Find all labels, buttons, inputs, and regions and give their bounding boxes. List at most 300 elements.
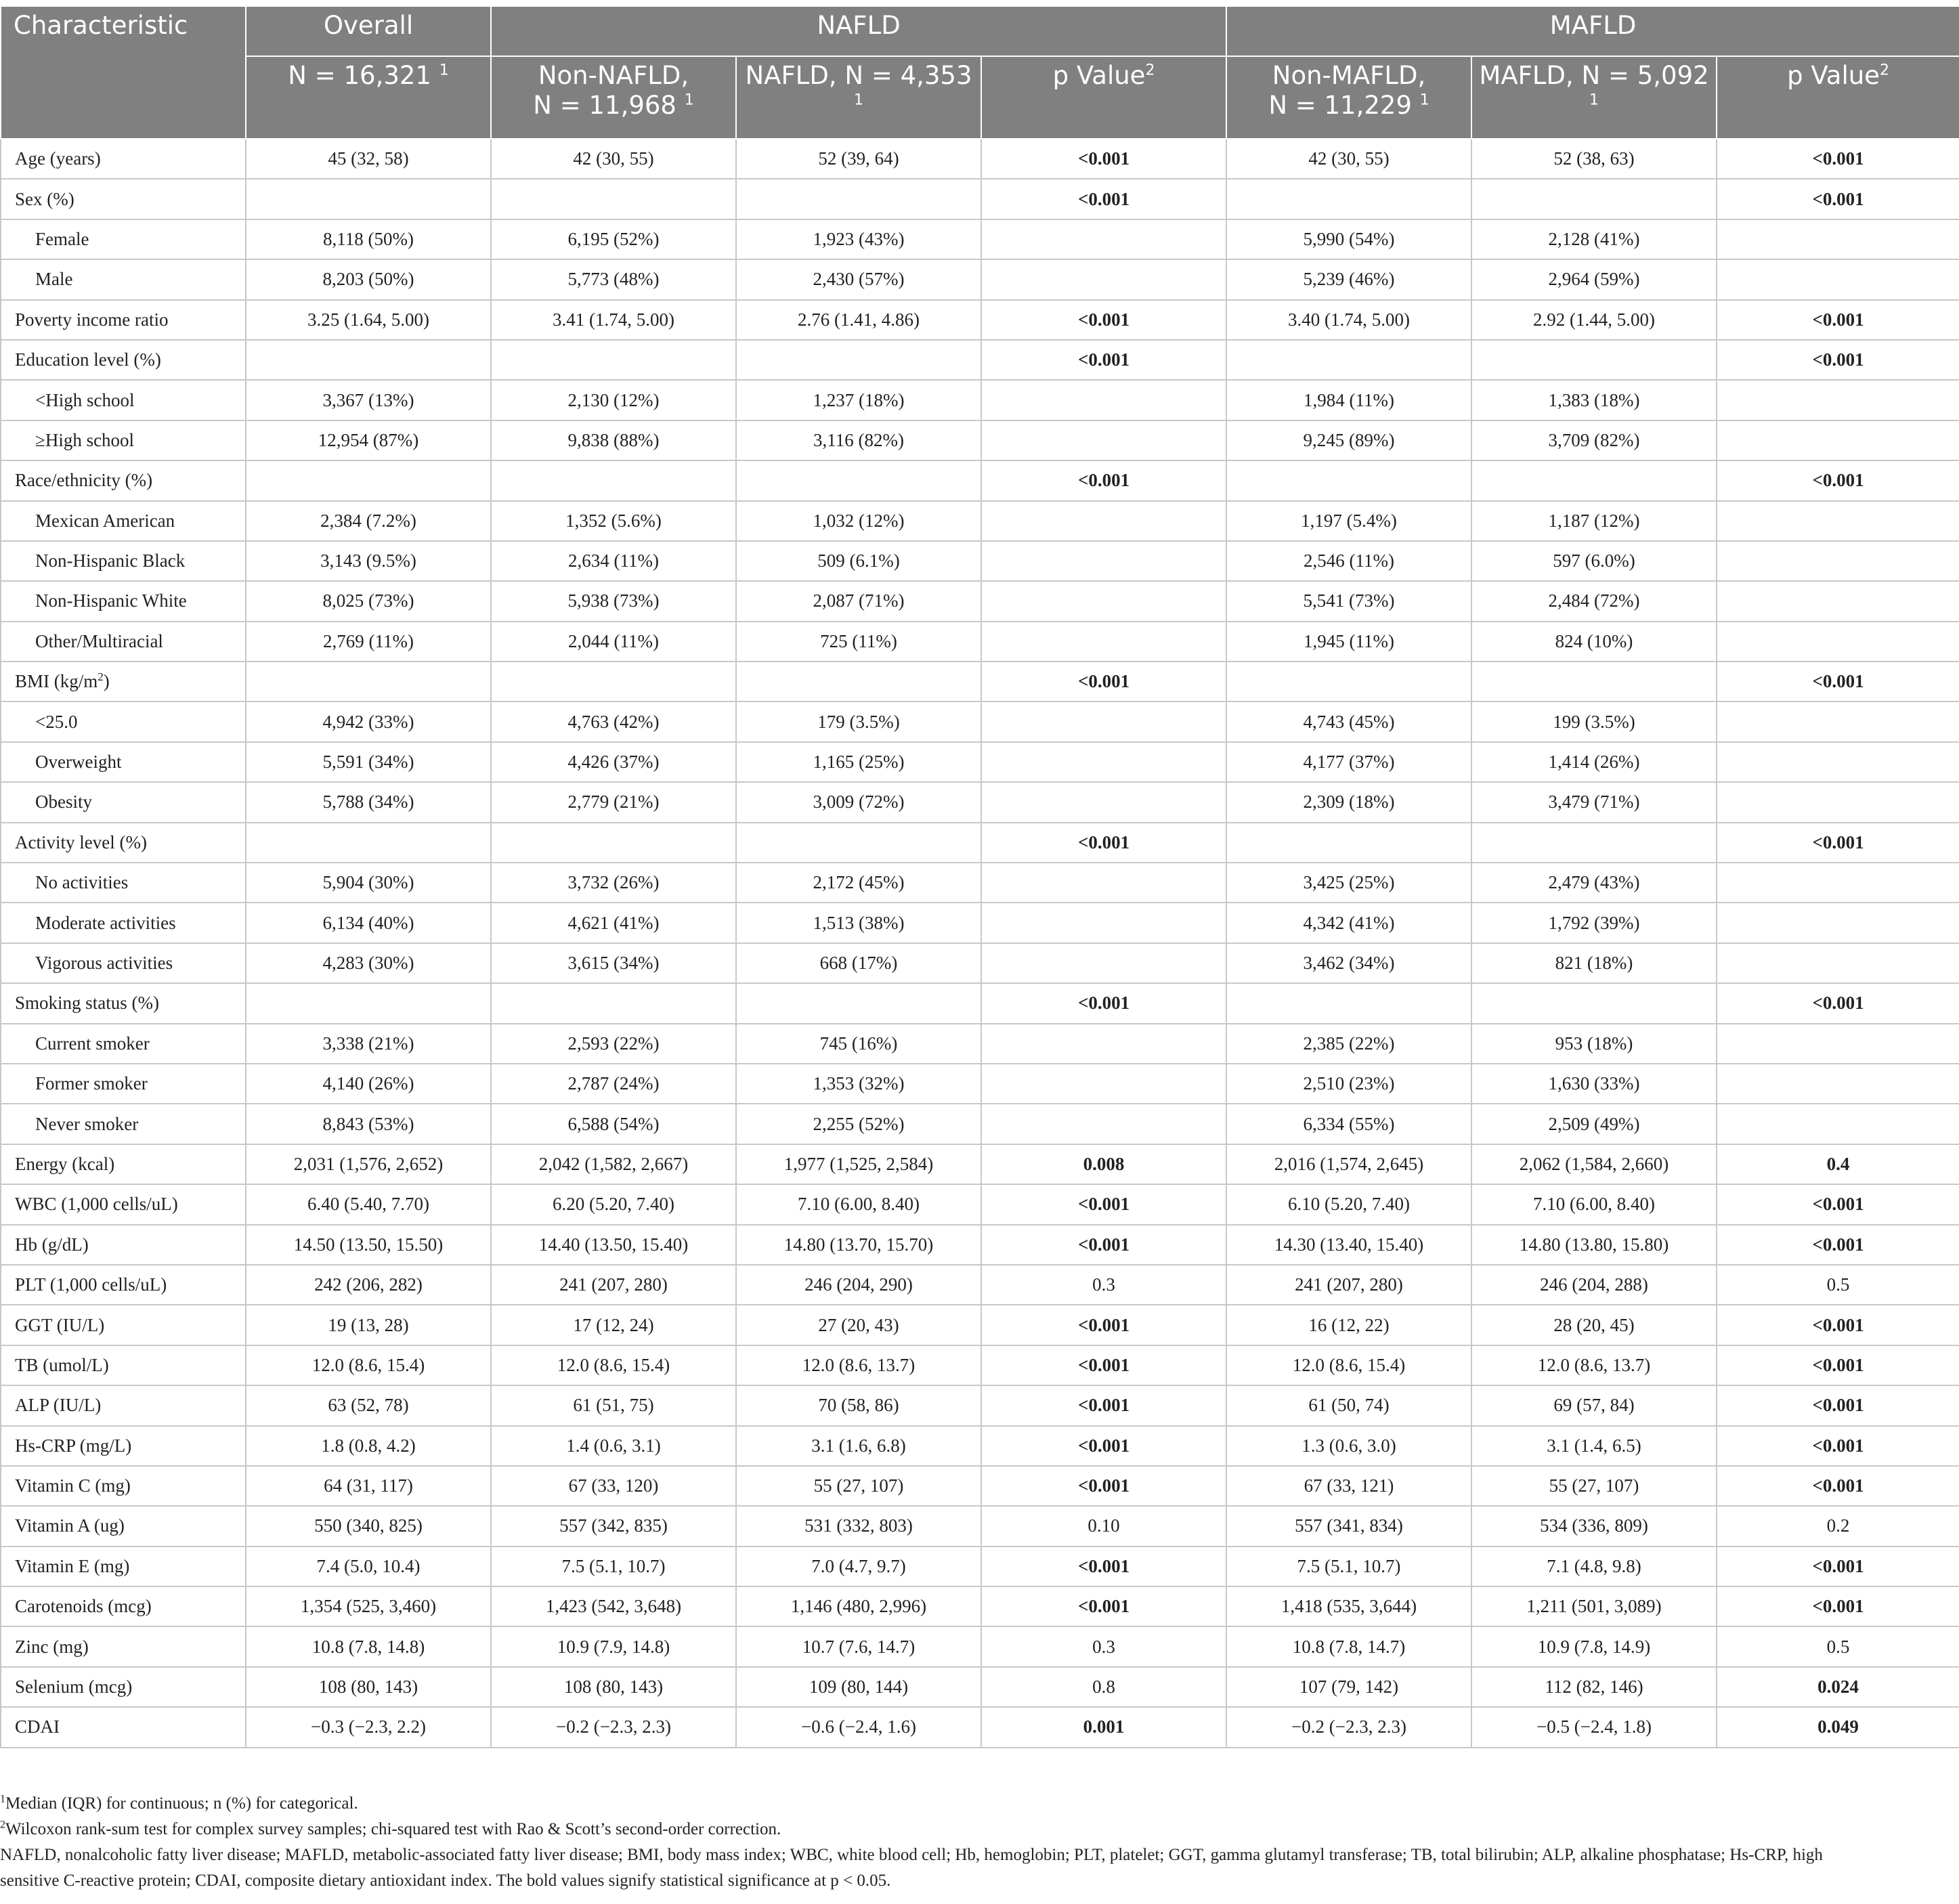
data-cell: 5,990 (54%)	[1226, 219, 1471, 259]
table-row	[1, 622, 1959, 662]
p-value-cell: <0.001	[981, 1586, 1226, 1626]
data-cell	[1471, 340, 1717, 380]
data-cell: 14.30 (13.40, 15.40)	[1226, 1225, 1471, 1265]
p-value-cell: <0.001	[981, 1426, 1226, 1466]
data-cell: 12.0 (8.6, 13.7)	[1471, 1345, 1717, 1385]
table-row	[1, 581, 1959, 621]
data-cell	[1226, 460, 1471, 500]
p-value-cell: <0.001	[981, 1184, 1226, 1224]
data-cell: 2,769 (11%)	[246, 622, 491, 662]
row-label: Sex (%)	[1, 179, 246, 219]
p-value-cell	[1717, 420, 1959, 460]
data-cell: 10.9 (7.8, 14.9)	[1471, 1626, 1717, 1666]
p-value-cell: 0.8	[981, 1667, 1226, 1707]
data-cell: 1.3 (0.6, 3.0)	[1226, 1426, 1471, 1466]
header-overall: Overall	[246, 6, 491, 56]
data-cell: 12.0 (8.6, 15.4)	[491, 1345, 736, 1385]
row-label: Hb (g/dL)	[1, 1225, 246, 1265]
data-cell: 4,942 (33%)	[246, 701, 491, 741]
table-row	[1, 501, 1959, 541]
data-cell	[246, 662, 491, 701]
data-cell: 6,588 (54%)	[491, 1104, 736, 1144]
p-value-cell	[1717, 1024, 1959, 1064]
table-row	[1, 1225, 1959, 1265]
p-value-cell: <0.001	[981, 1466, 1226, 1506]
data-cell	[736, 340, 981, 380]
data-cell: 6.20 (5.20, 7.40)	[491, 1184, 736, 1224]
data-cell: 70 (58, 86)	[736, 1385, 981, 1425]
table-row	[1, 1426, 1959, 1466]
data-cell: 52 (39, 64)	[736, 139, 981, 179]
data-cell: 2,031 (1,576, 2,652)	[246, 1144, 491, 1184]
data-cell: 3,338 (21%)	[246, 1024, 491, 1064]
data-cell: 6,134 (40%)	[246, 903, 491, 943]
data-cell	[246, 823, 491, 863]
p-value-cell: <0.001	[981, 1345, 1226, 1385]
data-cell: 8,118 (50%)	[246, 219, 491, 259]
data-cell: 246 (204, 290)	[736, 1265, 981, 1305]
data-cell: −0.3 (−2.3, 2.2)	[246, 1707, 491, 1747]
data-cell: 14.80 (13.80, 15.80)	[1471, 1225, 1717, 1265]
data-cell: 1,414 (26%)	[1471, 742, 1717, 782]
data-cell	[736, 179, 981, 219]
data-cell: 10.8 (7.8, 14.8)	[246, 1626, 491, 1666]
data-cell: 1,418 (535, 3,644)	[1226, 1586, 1471, 1626]
data-cell: 3.41 (1.74, 5.00)	[491, 300, 736, 340]
table-row	[1, 1667, 1959, 1707]
data-cell: 9,838 (88%)	[491, 420, 736, 460]
p-value-cell: 0.008	[981, 1144, 1226, 1184]
data-cell: 67 (33, 121)	[1226, 1466, 1471, 1506]
row-label: PLT (1,000 cells/uL)	[1, 1265, 246, 1305]
p-value-cell: <0.001	[981, 662, 1226, 701]
data-cell: 6.40 (5.40, 7.70)	[246, 1184, 491, 1224]
data-cell: 3,709 (82%)	[1471, 420, 1717, 460]
header-non-nafld: Non-NAFLD, N = 11,968 $^1$	[491, 56, 736, 139]
p-value-cell	[981, 259, 1226, 299]
row-label: Former smoker	[1, 1064, 246, 1104]
data-cell: 1,923 (43%)	[736, 219, 981, 259]
data-cell	[1471, 179, 1717, 219]
data-cell	[736, 460, 981, 500]
data-cell: 2,964 (59%)	[1471, 259, 1717, 299]
p-value-cell	[981, 380, 1226, 420]
p-value-cell: <0.001	[1717, 983, 1959, 1023]
data-cell: 1,353 (32%)	[736, 1064, 981, 1104]
data-cell: 19 (13, 28)	[246, 1305, 491, 1345]
p-value-cell	[981, 622, 1226, 662]
data-cell: 821 (18%)	[1471, 943, 1717, 983]
data-cell: 2,062 (1,584, 2,660)	[1471, 1144, 1717, 1184]
data-cell	[491, 460, 736, 500]
row-label: GGT (IU/L)	[1, 1305, 246, 1345]
data-cell: 10.7 (7.6, 14.7)	[736, 1626, 981, 1666]
data-cell: 4,177 (37%)	[1226, 742, 1471, 782]
header-characteristic: Characteristic	[1, 6, 246, 139]
data-cell: 3,615 (34%)	[491, 943, 736, 983]
p-value-cell	[981, 943, 1226, 983]
p-value-cell: <0.001	[1717, 1345, 1959, 1385]
data-cell: 42 (30, 55)	[1226, 139, 1471, 179]
row-label: Zinc (mg)	[1, 1626, 246, 1666]
data-cell: 8,203 (50%)	[246, 259, 491, 299]
row-label: Energy (kcal)	[1, 1144, 246, 1184]
table-row	[1, 1546, 1959, 1586]
row-label: Age (years)	[1, 139, 246, 179]
data-cell: 61 (50, 74)	[1226, 1385, 1471, 1425]
p-value-cell: 0.001	[981, 1707, 1226, 1747]
table-row	[1, 1506, 1959, 1546]
data-cell: 1,187 (12%)	[1471, 501, 1717, 541]
data-cell: 1,352 (5.6%)	[491, 501, 736, 541]
data-cell	[1226, 983, 1471, 1023]
footnote-2: $^2$Wilcoxon rank-sum test for complex survey samples; chi-squared test with Rao & Scott’s second-order correction.	[0, 1819, 781, 1838]
p-value-cell: <0.001	[1717, 1184, 1959, 1224]
data-cell: 1,383 (18%)	[1471, 380, 1717, 420]
data-cell: 2,255 (52%)	[736, 1104, 981, 1144]
data-cell	[491, 662, 736, 701]
data-cell	[736, 983, 981, 1023]
data-cell	[736, 823, 981, 863]
table-row	[1, 662, 1959, 701]
data-cell: 3.1 (1.6, 6.8)	[736, 1426, 981, 1466]
table-row	[1, 179, 1959, 219]
data-cell: 67 (33, 120)	[491, 1466, 736, 1506]
data-cell: 1,945 (11%)	[1226, 622, 1471, 662]
data-cell: 5,773 (48%)	[491, 259, 736, 299]
data-cell: 7.10 (6.00, 8.40)	[736, 1184, 981, 1224]
p-value-cell: 0.049	[1717, 1707, 1959, 1747]
data-cell: 3.40 (1.74, 5.00)	[1226, 300, 1471, 340]
row-label: Education level (%)	[1, 340, 246, 380]
row-label: <25.0	[1, 701, 246, 741]
table-row	[1, 1707, 1959, 1747]
data-cell: 531 (332, 803)	[736, 1506, 981, 1546]
data-cell: 4,763 (42%)	[491, 701, 736, 741]
data-cell: 112 (82, 146)	[1471, 1667, 1717, 1707]
data-cell: 1,977 (1,525, 2,584)	[736, 1144, 981, 1184]
p-value-cell: <0.001	[1717, 1586, 1959, 1626]
data-cell: 17 (12, 24)	[491, 1305, 736, 1345]
p-value-cell	[981, 219, 1226, 259]
data-cell: 725 (11%)	[736, 622, 981, 662]
data-cell	[491, 983, 736, 1023]
p-value-cell	[1717, 1104, 1959, 1144]
p-value-cell: <0.001	[981, 983, 1226, 1023]
data-cell: 1.4 (0.6, 3.1)	[491, 1426, 736, 1466]
data-cell: 2,384 (7.2%)	[246, 501, 491, 541]
row-label: Vitamin C (mg)	[1, 1466, 246, 1506]
data-cell: 108 (80, 143)	[246, 1667, 491, 1707]
data-cell: 2,430 (57%)	[736, 259, 981, 299]
data-cell: 64 (31, 117)	[246, 1466, 491, 1506]
data-cell: 6,334 (55%)	[1226, 1104, 1471, 1144]
row-label: Other/Multiracial	[1, 622, 246, 662]
data-cell: 2,087 (71%)	[736, 581, 981, 621]
table-row	[1, 1385, 1959, 1425]
p-value-cell: <0.001	[981, 460, 1226, 500]
row-label: Current smoker	[1, 1024, 246, 1064]
row-label: Never smoker	[1, 1104, 246, 1144]
data-cell: 3,116 (82%)	[736, 420, 981, 460]
p-value-cell	[981, 541, 1226, 581]
data-cell: 63 (52, 78)	[246, 1385, 491, 1425]
data-cell: 1,513 (38%)	[736, 903, 981, 943]
p-value-cell	[1717, 903, 1959, 943]
footnote-1: $^1$Median (IQR) for continuous; n (%) for categorical.	[0, 1793, 358, 1813]
data-cell: 1.8 (0.8, 4.2)	[246, 1426, 491, 1466]
p-value-cell: <0.001	[1717, 1546, 1959, 1586]
data-cell: 4,743 (45%)	[1226, 701, 1471, 741]
p-value-cell	[981, 1104, 1226, 1144]
header-non-mafld: Non-MAFLD, N = 11,229 $^1$	[1226, 56, 1471, 139]
data-cell: 3,367 (13%)	[246, 380, 491, 420]
table-row	[1, 1184, 1959, 1224]
p-value-cell	[1717, 581, 1959, 621]
data-cell: 12,954 (87%)	[246, 420, 491, 460]
p-value-cell: <0.001	[981, 1385, 1226, 1425]
data-cell: 557 (342, 835)	[491, 1506, 736, 1546]
header-nafld-group: NAFLD	[491, 6, 1226, 56]
data-cell: 5,938 (73%)	[491, 581, 736, 621]
data-cell: 5,904 (30%)	[246, 863, 491, 903]
row-label: CDAI	[1, 1707, 246, 1747]
header-p-value-nafld: p Value$^2$	[981, 56, 1226, 139]
data-cell	[1471, 460, 1717, 500]
data-cell: 2,385 (22%)	[1226, 1024, 1471, 1064]
p-value-cell	[1717, 863, 1959, 903]
data-cell	[491, 179, 736, 219]
table-row	[1, 139, 1959, 179]
p-value-cell	[981, 742, 1226, 782]
p-value-cell: <0.001	[981, 139, 1226, 179]
data-cell: 1,032 (12%)	[736, 501, 981, 541]
data-cell: 52 (38, 63)	[1471, 139, 1717, 179]
data-cell: 241 (207, 280)	[491, 1265, 736, 1305]
data-cell	[736, 662, 981, 701]
data-cell: 7.0 (4.7, 9.7)	[736, 1546, 981, 1586]
data-cell: 16 (12, 22)	[1226, 1305, 1471, 1345]
data-cell: 27 (20, 43)	[736, 1305, 981, 1345]
data-cell: 3,425 (25%)	[1226, 863, 1471, 903]
p-value-cell: 0.3	[981, 1265, 1226, 1305]
row-label: Moderate activities	[1, 903, 246, 943]
table-row	[1, 1586, 1959, 1626]
header-mafld-n: MAFLD, N = 5,092 $^1$	[1471, 56, 1717, 139]
data-cell: 179 (3.5%)	[736, 701, 981, 741]
p-value-cell: <0.001	[1717, 1385, 1959, 1425]
data-cell: 668 (17%)	[736, 943, 981, 983]
data-cell: 8,025 (73%)	[246, 581, 491, 621]
table-row	[1, 219, 1959, 259]
row-label: Selenium (mcg)	[1, 1667, 246, 1707]
header-overall-n: N = 16,321 $^1$	[246, 56, 491, 139]
data-cell: 4,621 (41%)	[491, 903, 736, 943]
data-cell: 557 (341, 834)	[1226, 1506, 1471, 1546]
data-cell: 1,197 (5.4%)	[1226, 501, 1471, 541]
data-cell: 107 (79, 142)	[1226, 1667, 1471, 1707]
data-cell	[246, 460, 491, 500]
p-value-cell: 0.5	[1717, 1626, 1959, 1666]
data-cell: 1,146 (480, 2,996)	[736, 1586, 981, 1626]
data-cell	[491, 340, 736, 380]
footnote-abbreviations: NAFLD, nonalcoholic fatty liver disease; MAFLD, metabolic-associated fatty liver disease; BMI, body mass index; WBC, white blood cell; Hb, hemoglobin; PLT, platelet; GGT, gamma glutamyl transferase; TB, total bilirubin; ALP, alkaline phosphatase; Hs-CRP, high	[0, 1846, 1823, 1864]
table-row	[1, 460, 1959, 500]
data-cell: 108 (80, 143)	[491, 1667, 736, 1707]
data-cell	[1226, 823, 1471, 863]
data-cell: 3,143 (9.5%)	[246, 541, 491, 581]
row-label: Vigorous activities	[1, 943, 246, 983]
table-row	[1, 823, 1959, 863]
row-label: Mexican American	[1, 501, 246, 541]
table-row	[1, 340, 1959, 380]
data-cell: 1,354 (525, 3,460)	[246, 1586, 491, 1626]
table-row	[1, 863, 1959, 903]
data-cell: 953 (18%)	[1471, 1024, 1717, 1064]
table-row	[1, 259, 1959, 299]
table-row	[1, 983, 1959, 1023]
p-value-cell: <0.001	[981, 300, 1226, 340]
p-value-cell	[1717, 380, 1959, 420]
data-cell: 4,283 (30%)	[246, 943, 491, 983]
p-value-cell: <0.001	[1717, 1225, 1959, 1265]
data-cell: 14.50 (13.50, 15.50)	[246, 1225, 491, 1265]
p-value-cell: 0.5	[1717, 1265, 1959, 1305]
data-cell: 745 (16%)	[736, 1024, 981, 1064]
p-value-cell	[1717, 701, 1959, 741]
data-cell: 4,342 (41%)	[1226, 903, 1471, 943]
data-cell: 4,426 (37%)	[491, 742, 736, 782]
data-cell: 7.5 (5.1, 10.7)	[1226, 1546, 1471, 1586]
data-cell: 1,211 (501, 3,089)	[1471, 1586, 1717, 1626]
data-cell: 9,245 (89%)	[1226, 420, 1471, 460]
data-cell: 3,479 (71%)	[1471, 782, 1717, 822]
characteristics-table	[0, 5, 1959, 1748]
data-cell: 2,309 (18%)	[1226, 782, 1471, 822]
p-value-cell	[981, 1024, 1226, 1064]
data-cell: 12.0 (8.6, 15.4)	[1226, 1345, 1471, 1385]
table-row	[1, 701, 1959, 741]
p-value-cell	[1717, 501, 1959, 541]
row-label: BMI $(kg/m^2)$	[1, 662, 246, 701]
data-cell: 8,843 (53%)	[246, 1104, 491, 1144]
data-cell: 6,195 (52%)	[491, 219, 736, 259]
data-cell: 7.1 (4.8, 9.8)	[1471, 1546, 1717, 1586]
row-label: Non-Hispanic Black	[1, 541, 246, 581]
row-label: Poverty income ratio	[1, 300, 246, 340]
data-cell: 824 (10%)	[1471, 622, 1717, 662]
data-cell: 534 (336, 809)	[1471, 1506, 1717, 1546]
p-value-cell	[1717, 219, 1959, 259]
p-value-cell: 0.024	[1717, 1667, 1959, 1707]
p-value-cell	[1717, 541, 1959, 581]
data-cell: 2.76 (1.41, 4.86)	[736, 300, 981, 340]
data-cell: 14.80 (13.70, 15.70)	[736, 1225, 981, 1265]
data-cell: 42 (30, 55)	[491, 139, 736, 179]
p-value-cell: <0.001	[981, 179, 1226, 219]
p-value-cell: <0.001	[1717, 1305, 1959, 1345]
table-header	[1, 6, 1959, 139]
data-cell: 61 (51, 75)	[491, 1385, 736, 1425]
table-row	[1, 1305, 1959, 1345]
row-label: No activities	[1, 863, 246, 903]
data-cell	[1226, 340, 1471, 380]
row-label: TB (umol/L)	[1, 1345, 246, 1385]
row-label: Obesity	[1, 782, 246, 822]
data-cell	[1471, 662, 1717, 701]
row-label: Overweight	[1, 742, 246, 782]
data-cell: 1,792 (39%)	[1471, 903, 1717, 943]
table-row	[1, 943, 1959, 983]
data-cell	[1226, 662, 1471, 701]
data-cell: 5,591 (34%)	[246, 742, 491, 782]
data-cell: 550 (340, 825)	[246, 1506, 491, 1546]
data-cell: 2,509 (49%)	[1471, 1104, 1717, 1144]
data-cell: 4,140 (26%)	[246, 1064, 491, 1104]
data-cell: 199 (3.5%)	[1471, 701, 1717, 741]
p-value-cell: <0.001	[981, 823, 1226, 863]
data-cell: 3,732 (26%)	[491, 863, 736, 903]
row-label: Hs-CRP (mg/L)	[1, 1426, 246, 1466]
data-cell: 2,042 (1,582, 2,667)	[491, 1144, 736, 1184]
table-row	[1, 1024, 1959, 1064]
row-label: ≥High school	[1, 420, 246, 460]
data-cell: 1,423 (542, 3,648)	[491, 1586, 736, 1626]
data-cell: 3.1 (1.4, 6.5)	[1471, 1426, 1717, 1466]
data-cell: 3.25 (1.64, 5.00)	[246, 300, 491, 340]
data-cell: 45 (32, 58)	[246, 139, 491, 179]
data-cell: 2.92 (1.44, 5.00)	[1471, 300, 1717, 340]
data-cell: 55 (27, 107)	[736, 1466, 981, 1506]
data-cell	[1471, 983, 1717, 1023]
table-body	[1, 139, 1959, 1748]
data-cell: 5,788 (34%)	[246, 782, 491, 822]
row-label: ALP (IU/L)	[1, 1385, 246, 1425]
p-value-cell	[981, 782, 1226, 822]
p-value-cell: <0.001	[1717, 1426, 1959, 1466]
data-cell: 1,165 (25%)	[736, 742, 981, 782]
p-value-cell: <0.001	[981, 1225, 1226, 1265]
data-cell: 1,237 (18%)	[736, 380, 981, 420]
data-cell	[246, 340, 491, 380]
p-value-cell: 0.10	[981, 1506, 1226, 1546]
row-label: WBC (1,000 cells/uL)	[1, 1184, 246, 1224]
data-cell: 55 (27, 107)	[1471, 1466, 1717, 1506]
table-row	[1, 1064, 1959, 1104]
p-value-cell: <0.001	[1717, 1466, 1959, 1506]
data-cell: 5,541 (73%)	[1226, 581, 1471, 621]
p-value-cell: 0.2	[1717, 1506, 1959, 1546]
p-value-cell: <0.001	[1717, 340, 1959, 380]
data-cell: 2,016 (1,574, 2,645)	[1226, 1144, 1471, 1184]
header-p-value-mafld: p Value$^2$	[1717, 56, 1959, 139]
p-value-cell: <0.001	[981, 340, 1226, 380]
data-cell	[246, 983, 491, 1023]
p-value-cell: <0.001	[1717, 823, 1959, 863]
data-cell: 12.0 (8.6, 15.4)	[246, 1345, 491, 1385]
p-value-cell	[1717, 1064, 1959, 1104]
data-cell: 246 (204, 288)	[1471, 1265, 1717, 1305]
table-container	[0, 5, 1959, 1748]
row-label: <High school	[1, 380, 246, 420]
table-row	[1, 380, 1959, 420]
data-cell: 69 (57, 84)	[1471, 1385, 1717, 1425]
p-value-cell	[1717, 622, 1959, 662]
p-value-cell: 0.3	[981, 1626, 1226, 1666]
data-cell: 241 (207, 280)	[1226, 1265, 1471, 1305]
p-value-cell: <0.001	[981, 1546, 1226, 1586]
p-value-cell: <0.001	[981, 1305, 1226, 1345]
